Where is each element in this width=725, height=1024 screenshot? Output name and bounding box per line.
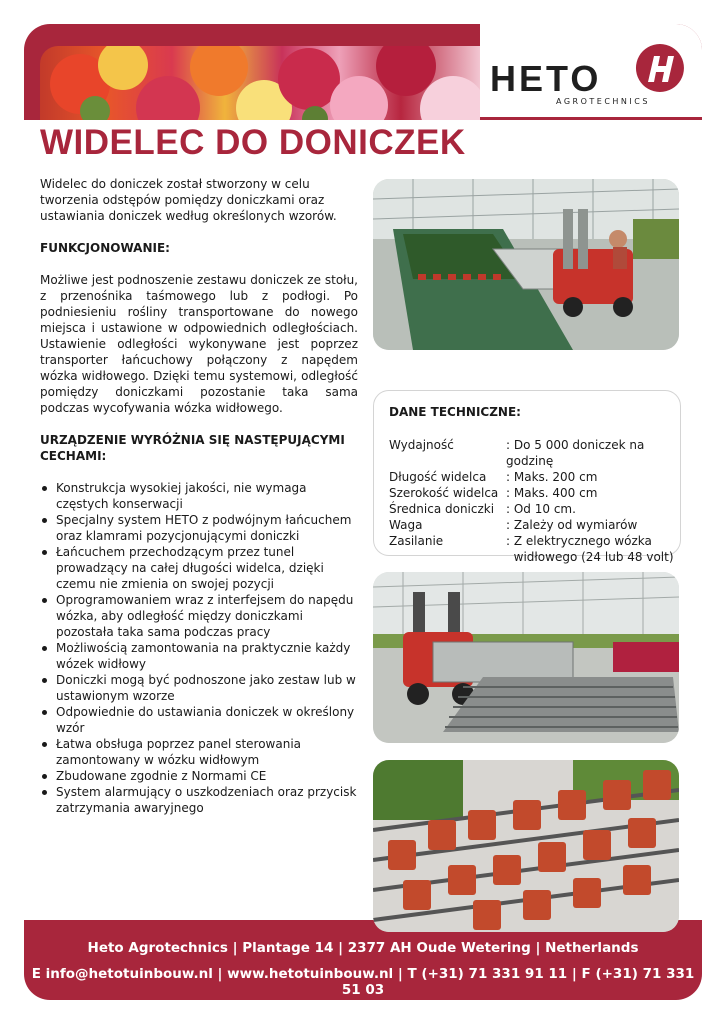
footer-address: Heto Agrotechnics | Plantage 14 | 2377 AH Oude Wetering | Netherlands xyxy=(87,940,639,956)
heto-h-icon xyxy=(634,42,686,96)
list-item: System alarmujący o uszkodzeniach oraz przycisk zatrzymania awaryjnego xyxy=(40,784,358,816)
list-item: Możliwością zamontowania na praktycznie każdy wózek widłowy xyxy=(40,640,358,672)
page-title: WIDELEC DO DONICZEK xyxy=(40,123,466,162)
tech-label: Wydajność xyxy=(389,438,454,452)
table-row xyxy=(389,517,679,533)
functions-heading: FUNKCJONOWANIE: xyxy=(40,241,170,255)
tech-label xyxy=(389,549,506,565)
tech-specs-box xyxy=(373,390,681,564)
tech-value: : Z elektrycznego wózka xyxy=(506,534,652,548)
photo-forklift-conveyor xyxy=(373,179,679,350)
photo-pots-closeup xyxy=(373,760,679,932)
tech-value: : Do 5 000 doniczek na godzinę xyxy=(506,438,645,468)
footer xyxy=(24,920,702,1000)
table-row xyxy=(389,469,679,485)
list-item: Łańcuchem przechodzącym przez tunel prowadzący na całej długości widelca, dzięki czemu nie zmienia on swojej pozycji xyxy=(40,544,358,592)
logo-text: HETO xyxy=(490,58,602,99)
tech-value: : Od 10 cm. xyxy=(506,502,576,516)
tech-label: Zasilanie xyxy=(389,534,444,548)
page-frame xyxy=(24,24,702,1000)
tech-label: Długość widelca xyxy=(389,470,487,484)
list-item: Konstrukcja wysokiej jakości, nie wymaga częstych konserwacji xyxy=(40,480,358,512)
list-item: Zbudowane zgodnie z Normami CE xyxy=(40,768,358,784)
logo xyxy=(480,24,702,117)
table-row xyxy=(389,533,679,549)
logo-subtitle: AGROTECHNICS xyxy=(556,97,650,106)
table-row xyxy=(389,549,679,565)
tech-value: : Maks. 200 cm xyxy=(506,470,598,484)
left-column xyxy=(40,176,358,816)
features-list xyxy=(40,480,358,816)
list-item: Oprogramowaniem wraz z interfejsem do napędu wózka, aby odległość między doniczkami pozostała taka sama podczas pracy xyxy=(40,592,358,640)
list-item: Specjalny system HETO z podwójnym łańcuchem oraz klamrami pozycjonującymi doniczki xyxy=(40,512,358,544)
tech-label: Szerokość widelca xyxy=(389,486,499,500)
list-item: Doniczki mogą być podnoszone jako zestaw lub w ustawionym wzorze xyxy=(40,672,358,704)
tech-heading: DANE TECHNICZNE: xyxy=(389,405,521,419)
main-content xyxy=(24,120,702,920)
tech-label: Waga xyxy=(389,518,423,532)
tech-label: Średnica doniczki xyxy=(389,502,495,516)
table-row xyxy=(389,485,679,501)
table-row xyxy=(389,501,679,517)
features-heading: URZĄDZENIE WYRÓŻNIA SIĘ NASTĘPUJĄCYMI CECHAMI: xyxy=(40,433,345,463)
photo-pot-fork xyxy=(373,572,679,743)
list-item: Łatwa obsługa poprzez panel sterowania zamontowany w wózku widłowym xyxy=(40,736,358,768)
footer-contact: E info@hetotuinbouw.nl | www.hetotuinbouw.nl | T (+31) 71 331 91 11 | F (+31) 71 331 51 03 xyxy=(31,966,695,998)
tech-value: : Zależy od wymiarów xyxy=(506,518,638,532)
list-item: Odpowiednie do ustawiania doniczek w określony wzór xyxy=(40,704,358,736)
tech-value: widłowego (24 lub 48 volt) xyxy=(506,550,674,564)
functions-text: Możliwe jest podnoszenie zestawu doniczek ze stołu, z przenośnika taśmowego lub z podłogi. Po podniesieniu rośliny transportowane do nowego miejsca i ustawione w odpowiednich odległościach. Ustawienie odległości wykonywane jest poprzez transporter łańcuchowy połączony z napędem wózka widłowego. Dzięki temu systemowi, odległość pomiędzy doniczkami pozostanie taka sama podczas wycofywania wózka widłowego. xyxy=(40,273,358,415)
table-row xyxy=(389,437,679,469)
intro-text: Widelec do doniczek został stworzony w celu tworzenia odstępów pomiędzy doniczkami oraz ustawiania doniczek według określonych wzorów. xyxy=(40,177,337,223)
flower-banner xyxy=(40,46,480,128)
tech-value: : Maks. 400 cm xyxy=(506,486,598,500)
tech-table xyxy=(389,437,679,565)
